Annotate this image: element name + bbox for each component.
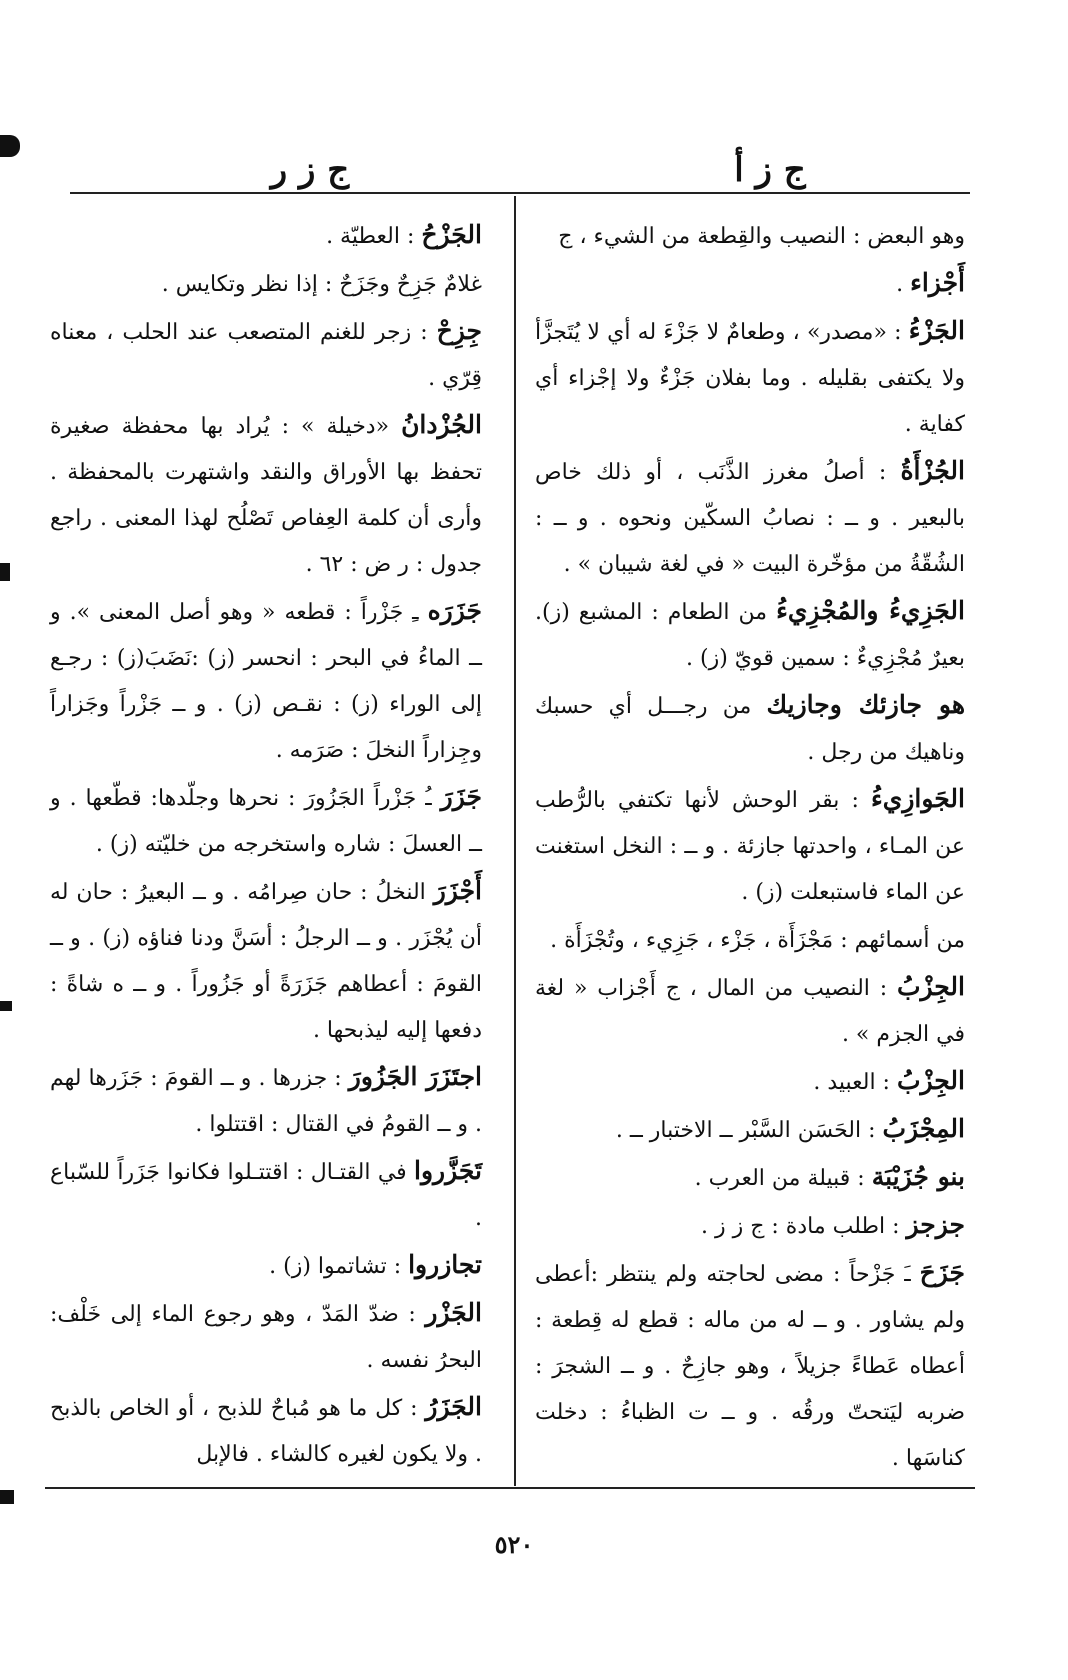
top-rule [70,192,970,194]
entry [535,776,965,916]
entry-text: ـِ جَزْراً : قطعه « وهو أصل المعنى ». و ــ الماءُ في البحر : انحسر (ز) :نَضَبَ(ز) : رجـع إلى الوراء (ز) : نقـص (ز) . و ــ جَزْراً وجَزاراً وجِزاراً النخلَ : صَرَمه . [50,600,482,763]
entry [535,588,965,682]
entry [535,212,965,260]
entry [535,964,965,1058]
entry [535,682,965,776]
entry-text: : زجر للغنم المتصعب عند الحلب ، معناه قِرّي . [50,320,482,391]
entry [535,916,965,964]
entry [535,1106,965,1154]
entry-text: في القتـال : اقتتـلوا فكانوا جَزَراً للسّباع . [50,1160,482,1231]
edge-mark-top [0,135,20,157]
entry-text: : جزرها . و ــ القومَ : جَزَرها لهم . و ــ القومُ في القتال : اقتتلوا . [50,1066,482,1137]
entry-text: : الحَسَن السَّبْر ــ الاختبار ــ . [615,1118,883,1143]
entry-text: : تشاتموا (ز) . [269,1254,409,1279]
header-root-right: ج ز أ [734,150,806,190]
entry-headword: الجِزْبُ [896,1066,965,1095]
entry [535,308,965,448]
entry [535,260,965,308]
entry-headword: الجَزْءُ [908,316,965,345]
entry-headword: جِزِحْ [436,316,482,345]
entry-headword: اجتَزَرَ الجَزُورَ [348,1062,483,1091]
entry-headword: أَجْزَرَ [433,876,482,905]
entry-text: من أسمائهم : مَجْزَأَة ، جَزْء ، جَزِيء ، وتُجْزَأَة . [550,928,965,953]
entry-text: : «مصدر» ، وطعامٌ لا جَزْءَ له أي لا يُتَجزَّأ ولا يكتفى بقليله . وما بفلان جَزْءٌ ولا إجْزاء أي كفاية . [535,320,965,437]
entry-text: : النصيب من المال ، ج أَجْزاب « لغة في الجزم » . [535,976,965,1047]
edge-mark-bottom [0,1490,14,1504]
entry-text: : أصلُ مغرز الذَّنَب ، أو ذلك خاص بالبعير . و ــ : نصابُ السكّين ونحوه . و ــ : الشُقّةُ من مؤخّرة البيت « في لغة شيبان » . [535,460,965,577]
entry-headword: جَزَرَ [440,782,482,811]
entry-headword: الجَوازِيءُ [871,784,965,813]
entry [50,868,482,1054]
entry-headword: جَزَرَه [427,596,482,625]
entry [50,1054,482,1148]
entry-headword: الجُزْدانُ [401,410,482,439]
entry-text: غلامٌ جَزِحٌ وجَزَحٌ : إذا نظر وتكايس . [161,272,482,297]
entry-headword: جزجز [906,1210,965,1239]
left-column [50,212,482,1478]
entry-headword: تَجَزَّروا [414,1156,482,1185]
entry [50,402,482,588]
entry [50,588,482,774]
entry-headword: الجَزْحُ [421,220,482,249]
column-divider [514,196,516,1486]
entry-headword: أَجْزاء [910,268,965,297]
entry-text: : قبيلة من العرب . [694,1166,872,1191]
entry-text: من الطعام : المشبع (ز). بعيرٌ مُجْزِيءٌ : سمين قويّ (ز) . [535,600,965,671]
entry-text: «دخيلة » : يُراد بها محفظة صغيرة تحفظ بها الأوراق والنقد واشتهرت بالمحفظة . وأرى أن كلمة العِفاص تَصْلُح لهذا المعنى . راجع جدول : ر ض : ٦٢ . [50,414,482,577]
entry [535,1250,965,1482]
entry-headword: الجِزْبُ [896,972,965,1001]
entry [50,1384,482,1478]
entry-headword: بنو جُزَيْبَة [871,1162,965,1191]
entry-text: ـَ جَزْحاً : مضى لحاجته ولم ينتظر :أعطى ولم يشاور . و ــ له من ماله : قطع له قِطعة : أعطاه عَطاءً جزيلاً ، وهو جازِحٌ . و ــ الشجرَ : ضربه ليَتحتّ ورقُه . و ــ ت الظباءُ : دخلت كناسَها . [535,1262,965,1471]
entry [50,774,482,868]
entry-text: وهو البعض : النصيب والقِطعة من الشيء ، ج [558,224,965,249]
entry-text: : العطيّة . [326,224,422,249]
right-column [535,212,965,1482]
entry-headword: الجَزِيءُ والمُجْزِيءُ [776,596,965,625]
entry [50,1290,482,1384]
entry-headword: المِجْزَبُ [882,1114,965,1143]
entry [50,260,482,308]
entry [535,1154,965,1202]
entry [50,212,482,260]
entry-text: : اطلب مادة : ج ز ز . [700,1214,907,1239]
entry-headword: الجَزَرُ [425,1392,482,1421]
header-root-left: ج ز ر [270,150,350,190]
page-number: ٥٢٠ [494,1530,534,1559]
entry [50,1148,482,1242]
entry-headword: هو جازئك وجازيك [766,690,966,719]
entry-headword: جَزَحَ [919,1258,965,1287]
entry-text: من رجـــل أي حسبك وناهيك من رجل . [535,694,965,765]
entry [535,1202,965,1250]
entry [535,448,965,588]
entry-text: : كل ما هو مُباحٌ للذبح ، أو الخاص بالذبح . ولا يكون لغيره كالشاء . فالإبل [50,1396,482,1467]
entry-headword: الجُزْأَةُ [900,456,965,485]
entry-headword: الجَزْر [425,1298,482,1327]
bottom-rule [45,1487,975,1489]
entry-text: . [896,272,911,297]
entry-text: : ضدّ المَدّ ، وهو رجوع الماء إلى خَلْف: البحرُ نفسه . [50,1302,482,1373]
entry [535,1058,965,1106]
entry-headword: تجازروا [408,1250,482,1279]
entry [50,308,482,402]
entry-text: ـُ جَزْراً الجَزُورَ : نحرها وجلّدها: قطّعها . و ــ العسلَ : شاره واستخرجه من خليّته (ز) . [50,786,482,857]
edge-mark-lower-middle [0,1001,12,1011]
edge-mark-upper-middle [0,563,10,581]
entry-text: النخلُ : حان صِرامُه . و ــ البعيرُ : حان له أن يُجْزَر . و ــ الرجلُ : أسَنَّ ودنا فناؤه (ز) . و ــ القومَ : أعطاهم جَزَرَةً أو جَزُوراً . و ــ ه شاةً : دفعها إليه ليذبحها . [50,880,482,1043]
entry [50,1242,482,1290]
entry-text: : العبيد . [813,1070,897,1095]
entry-text: : بقر الوحش لأنها تكتفي بالرُّطب عن المـاء ، واحدتها جازئة . و ــ : النخل استغنت عن الماء فاستبعلت (ز) . [535,788,965,905]
